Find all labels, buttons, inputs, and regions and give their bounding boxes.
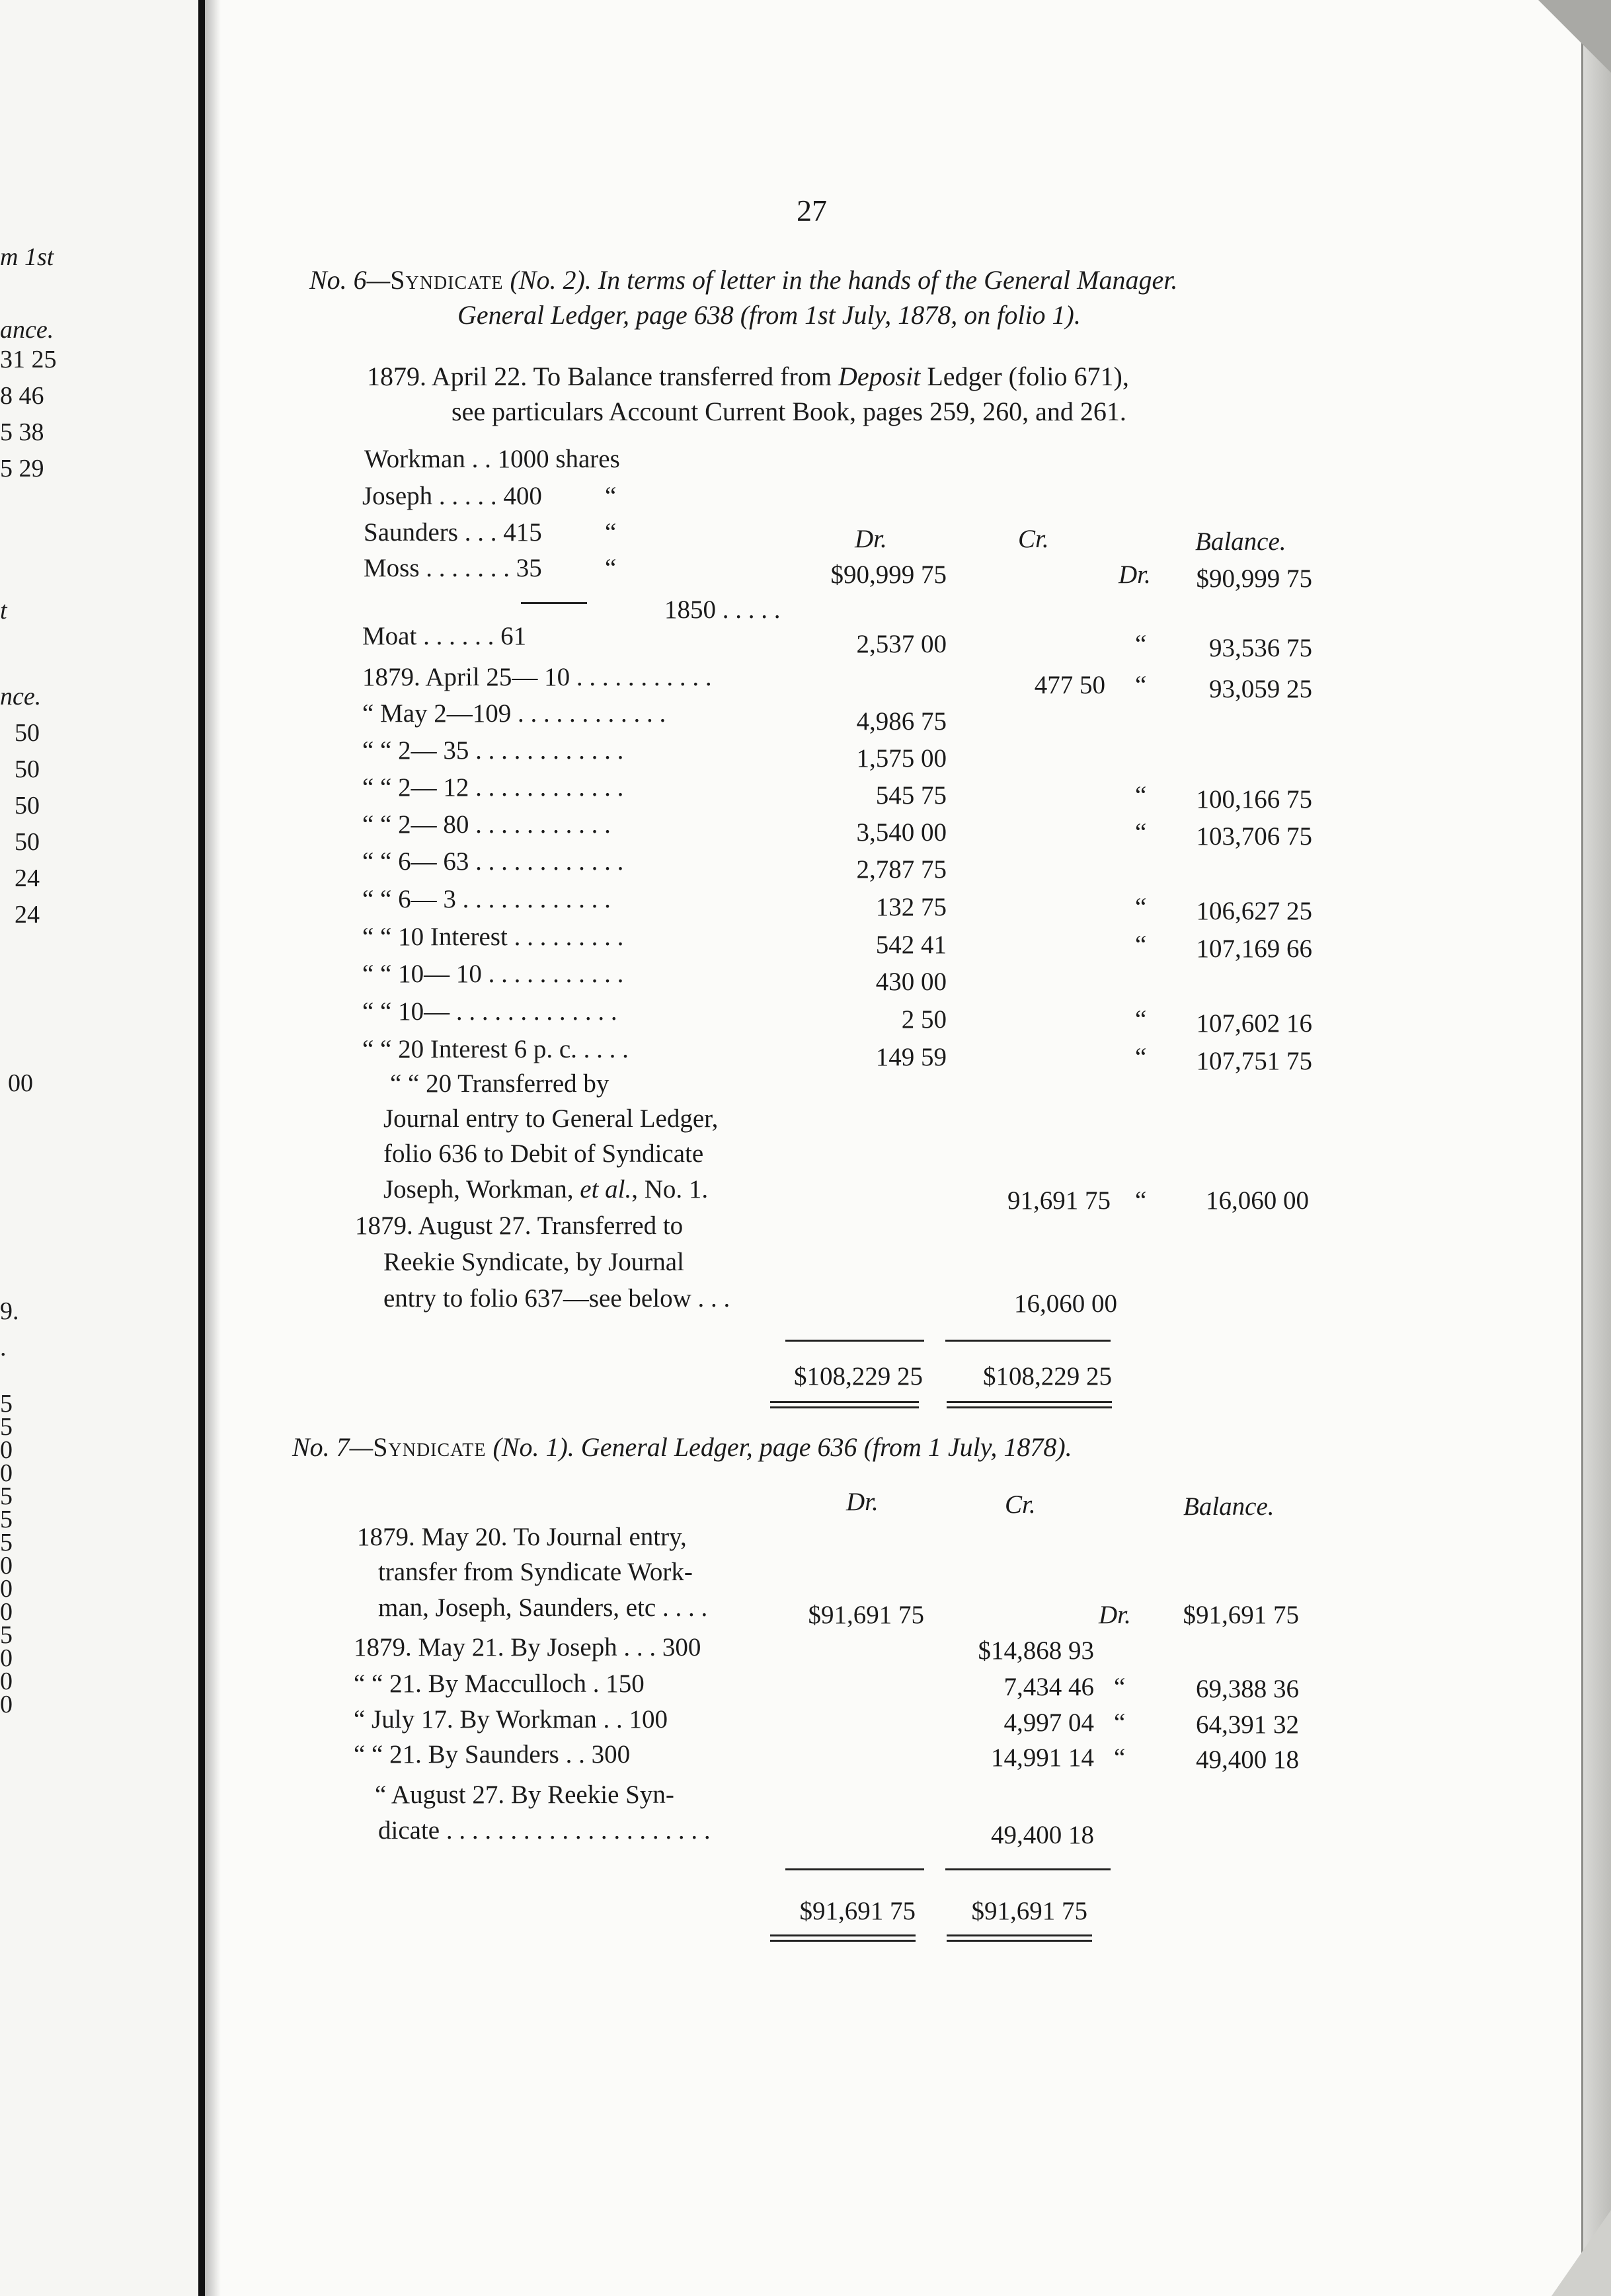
reekie-line2: dicate . . . . . . . . . . . . . . . . . . . . . (378, 1816, 711, 1845)
prev-page-fragment: 9. (0, 1297, 19, 1325)
ledger-row-dr: 3,540 00 (856, 818, 947, 847)
page-corner-bottom (1552, 2210, 1611, 2296)
prev-page-fragment: 5 29 (0, 455, 44, 482)
ledger-row-bal-prefix: “ (1135, 818, 1147, 847)
section6-heading-rest: (No. 2). In terms of letter in the hands of the General Manager. (503, 265, 1178, 295)
ledger-row-balance: 64,391 32 (1196, 1710, 1299, 1739)
ledger-row-label: “ “ 10— 10 . . . . . . . . . . . (362, 960, 624, 988)
journal-dr: $91,691 75 (808, 1601, 924, 1629)
prev-page-fragment: 24 (15, 864, 40, 892)
shares-saunders-mark: “ (605, 518, 617, 547)
page-edge (1581, 0, 1611, 2296)
ledger-row-balance: 49,400 18 (1196, 1745, 1299, 1774)
s6-total-dr-rule-top (785, 1340, 924, 1342)
ledger-row-dr: 1,575 00 (856, 744, 947, 773)
s6-total-cr-rule-top (945, 1340, 1111, 1342)
journal-balance: $91,691 75 (1183, 1601, 1299, 1629)
journal-line1: 1879. May 20. To Journal entry, (357, 1523, 687, 1551)
ledger-row-balance: 106,627 25 (1196, 897, 1312, 925)
ledger-row-balance: 93,536 75 (1209, 634, 1312, 662)
ledger-row-label: “ July 17. By Workman . . 100 (354, 1705, 668, 1734)
prev-page-fragment: t (0, 597, 7, 625)
transfer1-bal-prefix: “ (1135, 1186, 1147, 1215)
section7-total-cr: $91,691 75 (971, 1897, 1087, 1925)
page-corner-top (1538, 0, 1611, 73)
ledger-row-label: “ “ 10 Interest . . . . . . . . . (362, 923, 624, 951)
s6-total-dr-rule-2 (770, 1406, 919, 1408)
ledger-row-cr: 7,434 46 (1003, 1673, 1094, 1701)
prev-page-fragment: 5 (0, 1529, 13, 1556)
section6-heading-name: Syndicate (390, 265, 504, 295)
transfer1-line2: Journal entry to General Ledger, (383, 1104, 719, 1133)
transfer1-number: , No. 1. (631, 1175, 709, 1204)
section7-col-cr: Cr. (1005, 1490, 1036, 1519)
ledger-row-balance: 107,169 66 (1196, 935, 1312, 963)
s7-total-dr-rule-2 (770, 1940, 916, 1942)
transfer2-cr: 16,060 00 (1014, 1289, 1117, 1318)
section7-col-dr: Dr. (846, 1488, 879, 1516)
ledger-row-cr: 4,997 04 (1003, 1708, 1094, 1737)
transfer1-line4 (383, 1176, 708, 1202)
shares-workman: Workman . . 1000 shares (364, 445, 620, 473)
section7-heading-rest: (No. 1). General Ledger, page 636 (from 1 July, 1878). (486, 1432, 1072, 1462)
transfer2-line1: 1879. August 27. Transferred to (355, 1211, 684, 1240)
ledger-row-bal-prefix: “ (1114, 1743, 1126, 1772)
section6-subheading: General Ledger, page 638 (from 1st July, 1878, on folio 1). (457, 300, 1081, 330)
ledger-row-label: 1879. April 25— 10 . . . . . . . . . . . (362, 663, 712, 691)
prev-page-fragment: 0 (0, 1691, 13, 1718)
ledger-row-bal-prefix: “ (1135, 630, 1147, 658)
page-number: 27 (797, 194, 827, 227)
s6-total-dr-rule-1 (770, 1401, 919, 1403)
transfer2-line2: Reekie Syndicate, by Journal (383, 1248, 684, 1276)
prev-page-fragment: 50 (15, 719, 40, 747)
prev-page-fragment: 5 (0, 1621, 13, 1649)
ledger-row-dr: 132 75 (875, 893, 947, 921)
section6-total-cr: $108,229 25 (983, 1362, 1112, 1391)
prev-page-fragment: 0 (0, 1598, 13, 1626)
ledger-row-cr: 14,991 14 (991, 1743, 1094, 1772)
s6-total-cr-rule-1 (947, 1401, 1112, 1403)
reekie-cr: 49,400 18 (991, 1821, 1094, 1849)
shares-total: 1850 . . . . . (664, 595, 781, 624)
section7-heading-number: No. 7— (292, 1432, 373, 1462)
prev-page-fragment: 5 (0, 1482, 13, 1510)
shares-joseph: Joseph . . . . . 400 (362, 482, 542, 510)
ledger-row-label: 1879. May 21. By Joseph . . . 300 (354, 1633, 701, 1662)
journal-line3: man, Joseph, Saunders, etc . . . . (378, 1593, 708, 1622)
prev-page-fragment: 24 (15, 901, 40, 929)
ledger-row-label: “ “ 2— 80 . . . . . . . . . . . (362, 810, 611, 839)
section7-col-balance: Balance. (1183, 1492, 1275, 1521)
transfer1-balance: 16,060 00 (1206, 1186, 1309, 1215)
prev-page-fragment: 5 (0, 1413, 13, 1441)
prev-page-fragment: 0 (0, 1575, 13, 1603)
ledger-row-bal-prefix: “ (1135, 1043, 1147, 1071)
ledger-row-label: “ “ 21. By Macculloch . 150 (354, 1669, 645, 1698)
fold-shadow (205, 0, 221, 2296)
transfer1-cr: 91,691 75 (1007, 1186, 1111, 1215)
ledger-row-bal-prefix: “ (1135, 1005, 1147, 1034)
ledger-row-dr: 545 75 (875, 781, 947, 810)
s7-total-cr-rule-top (945, 1868, 1111, 1870)
intro-text-c: Ledger (folio 671), (920, 362, 1129, 391)
prev-page-fragment: nce. (0, 683, 42, 710)
ledger-row-label: “ “ 2— 35 . . . . . . . . . . . . (362, 736, 624, 765)
ledger-row-bal-prefix: Dr. (1119, 560, 1151, 589)
ledger-row-balance: 69,388 36 (1196, 1675, 1299, 1703)
ledger-row-dr: 430 00 (875, 968, 947, 996)
transfer2-line3: entry to folio 637—see below . . . (383, 1284, 730, 1313)
prev-page-fragment: . (0, 1334, 7, 1361)
shares-moss: Moss . . . . . . . 35 (364, 554, 542, 582)
transfer1-etal: et al. (580, 1175, 632, 1204)
prev-page-fragment: 00 (8, 1069, 33, 1097)
reekie-line1: “ August 27. By Reekie Syn- (375, 1780, 674, 1809)
prev-page-fragment: 50 (15, 755, 40, 783)
ledger-row-bal-prefix: “ (1135, 781, 1147, 810)
section7-total-dr: $91,691 75 (799, 1897, 916, 1925)
ledger-row-label: “ “ 6— 3 . . . . . . . . . . . . (362, 885, 611, 913)
section6-col-dr: Dr. (855, 525, 887, 553)
ledger-row-bal-prefix: “ (1135, 931, 1147, 959)
section6-heading-number: No. 6— (309, 265, 391, 295)
ledger-row-dr: 542 41 (875, 931, 947, 959)
ledger-row-dr: 2,537 00 (856, 630, 947, 658)
prev-page-fragment: 5 (0, 1390, 13, 1418)
transfer1-names: Joseph, Workman, (383, 1175, 580, 1204)
ledger-row-balance: 100,166 75 (1196, 785, 1312, 814)
section6-col-balance: Balance. (1195, 527, 1286, 556)
transfer1-line3: folio 636 to Debit of Syndicate (383, 1139, 704, 1168)
ledger-row-label: “ May 2—109 . . . . . . . . . . . . (362, 699, 666, 728)
shares-joseph-mark: “ (605, 482, 617, 510)
page-fold (198, 0, 205, 2296)
prev-page-fragment: 5 38 (0, 418, 44, 446)
ledger-row-dr: 2 50 (901, 1005, 947, 1034)
s7-total-cr-rule-1 (947, 1934, 1092, 1936)
shares-sum-rule (521, 602, 587, 604)
previous-page-strip (0, 0, 198, 2296)
ledger-row-dr: $90,999 75 (830, 560, 947, 589)
ledger-row-balance: 93,059 25 (1209, 675, 1312, 703)
section6-total-dr: $108,229 25 (794, 1362, 923, 1391)
prev-page-fragment: ance. (0, 316, 54, 344)
ledger-row-dr: 4,986 75 (856, 707, 947, 736)
intro-text-deposit: Deposit (838, 362, 921, 391)
journal-bal-prefix: Dr. (1099, 1601, 1131, 1629)
s7-total-dr-rule-1 (770, 1934, 916, 1936)
journal-line2: transfer from Syndicate Work- (378, 1558, 693, 1586)
prev-page-fragment: 50 (15, 792, 40, 820)
prev-page-fragment: 31 25 (0, 346, 57, 373)
intro-text-a: 1879. April 22. To Balance transferred from (367, 362, 838, 391)
ledger-row-cr: $14,868 93 (978, 1636, 1094, 1665)
ledger-row-balance: 103,706 75 (1196, 822, 1312, 851)
section6-col-cr: Cr. (1018, 525, 1049, 553)
prev-page-fragment: 50 (15, 828, 40, 856)
section7-heading-name: Syndicate (373, 1432, 487, 1462)
s6-total-cr-rule-2 (947, 1406, 1112, 1408)
ledger-row-dr: 149 59 (875, 1043, 947, 1071)
ledger-row-label: “ “ 6— 63 . . . . . . . . . . . . (362, 847, 624, 876)
prev-page-fragment: m 1st (0, 243, 54, 271)
section6-intro-line2: see particulars Account Current Book, pages 259, 260, and 261. (452, 397, 1126, 426)
ledger-row-bal-prefix: “ (1114, 1708, 1126, 1737)
ledger-row-label: “ “ 21. By Saunders . . 300 (354, 1740, 631, 1769)
ledger-row-dr: 2,787 75 (856, 855, 947, 884)
ledger-row-label: “ “ 20 Interest 6 p. c. . . . . (362, 1035, 629, 1063)
shares-moss-mark: “ (605, 554, 617, 582)
ledger-row-balance: 107,751 75 (1196, 1047, 1312, 1075)
prev-page-fragment: 0 (0, 1436, 13, 1464)
prev-page-fragment: 0 (0, 1552, 13, 1580)
section7-heading (292, 1434, 1072, 1461)
prev-page-fragment: 5 (0, 1506, 13, 1533)
ledger-row-bal-prefix: “ (1114, 1673, 1126, 1701)
s7-total-cr-rule-2 (947, 1940, 1092, 1942)
ledger-row-balance: $90,999 75 (1196, 564, 1312, 593)
prev-page-fragment: 0 (0, 1644, 13, 1672)
ledger-row-bal-prefix: “ (1135, 893, 1147, 921)
ledger-row-cr: 477 50 (1034, 671, 1105, 699)
prev-page-fragment: 0 (0, 1667, 13, 1695)
shares-saunders: Saunders . . . 415 (364, 518, 542, 547)
section6-heading (309, 267, 1177, 293)
transfer1-line1: “ “ 20 Transferred by (390, 1069, 609, 1098)
prev-page-fragment: 8 46 (0, 382, 44, 410)
ledger-row-bal-prefix: “ (1135, 671, 1147, 699)
ledger-row-label: “ “ 2— 12 . . . . . . . . . . . . (362, 773, 624, 802)
ledger-row-label: “ “ 10— . . . . . . . . . . . . . (362, 997, 617, 1026)
ledger-row-balance: 107,602 16 (1196, 1009, 1312, 1038)
ledger-row-label: Moat . . . . . . 61 (362, 622, 527, 650)
s7-total-dr-rule-top (785, 1868, 924, 1870)
prev-page-fragment: 0 (0, 1459, 13, 1487)
section6-intro-line1 (367, 364, 1129, 390)
